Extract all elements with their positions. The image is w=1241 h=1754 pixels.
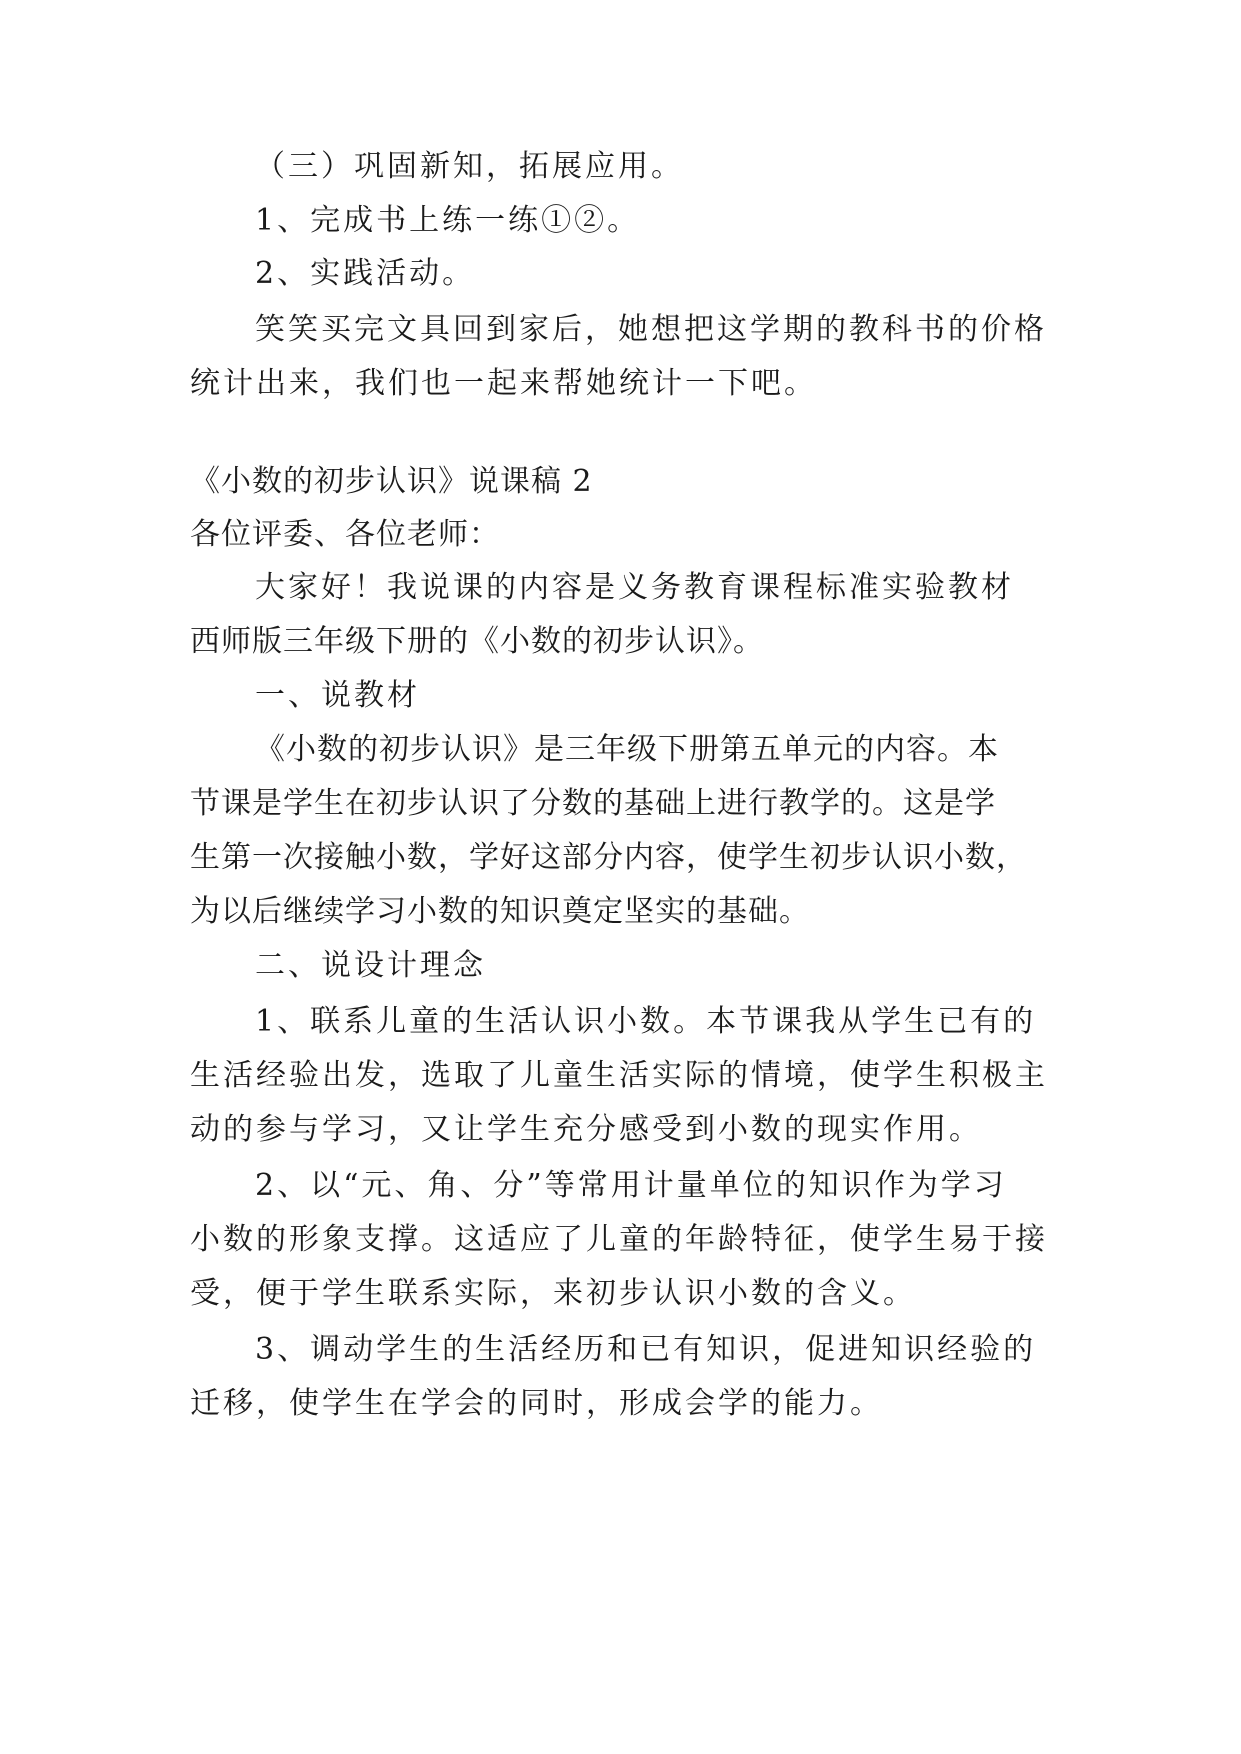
paragraph-line: 为以后继续学习小数的知识奠定坚实的基础。 (190, 894, 810, 929)
paragraph-line: 节课是学生在初步认识了分数的基础上进行教学的。这是学 (190, 786, 996, 821)
paragraph-line: 迁移，使学生在学会的同时，形成会学的能力。 (190, 1386, 883, 1421)
document-title: 《小数的初步认识》说课稿 2 (190, 464, 593, 499)
paragraph-line: 《小数的初步认识》是三年级下册第五单元的内容。本 (255, 732, 999, 767)
paragraph-line: 3、调动学生的生活经历和已有知识，促进知识经验的 (255, 1332, 1037, 1367)
paragraph-line: 生活经验出发，选取了儿童生活实际的情境，使学生积极主 (190, 1058, 1048, 1093)
section-heading: 二、说设计理念 (255, 948, 486, 983)
section-heading: 一、说教材 (255, 678, 420, 713)
paragraph-line: 西师版三年级下册的《小数的初步认识》。 (190, 624, 764, 659)
list-item: 2、实践活动。 (255, 256, 476, 291)
paragraph-line: 1、联系儿童的生活认识小数。本节课我从学生已有的 (255, 1004, 1037, 1039)
section-heading: （三）巩固新知，拓展应用。 (255, 149, 684, 184)
paragraph-line: 统计出来，我们也一起来帮她统计一下吧。 (190, 366, 817, 401)
paragraph-line: 大家好！我说课的内容是义务教育课程标准实验教材 (255, 570, 1014, 605)
paragraph-line: 受，便于学生联系实际，来初步认识小数的含义。 (190, 1276, 916, 1311)
paragraph-line: 笑笑买完文具回到家后，她想把这学期的教科书的价格 (255, 312, 1047, 347)
paragraph-line: 2、以“元、角、分”等常用计量单位的知识作为学习 (255, 1168, 1007, 1203)
paragraph-line: 小数的形象支撑。这适应了儿童的年龄特征，使学生易于接 (190, 1222, 1048, 1257)
list-item: 1、完成书上练一练①②。 (255, 203, 641, 238)
greeting: 各位评委、各位老师： (190, 517, 500, 552)
paragraph-line: 生第一次接触小数，学好这部分内容，使学生初步认识小数， (190, 840, 1027, 875)
paragraph-line: 动的参与学习，又让学生充分感受到小数的现实作用。 (190, 1112, 982, 1147)
